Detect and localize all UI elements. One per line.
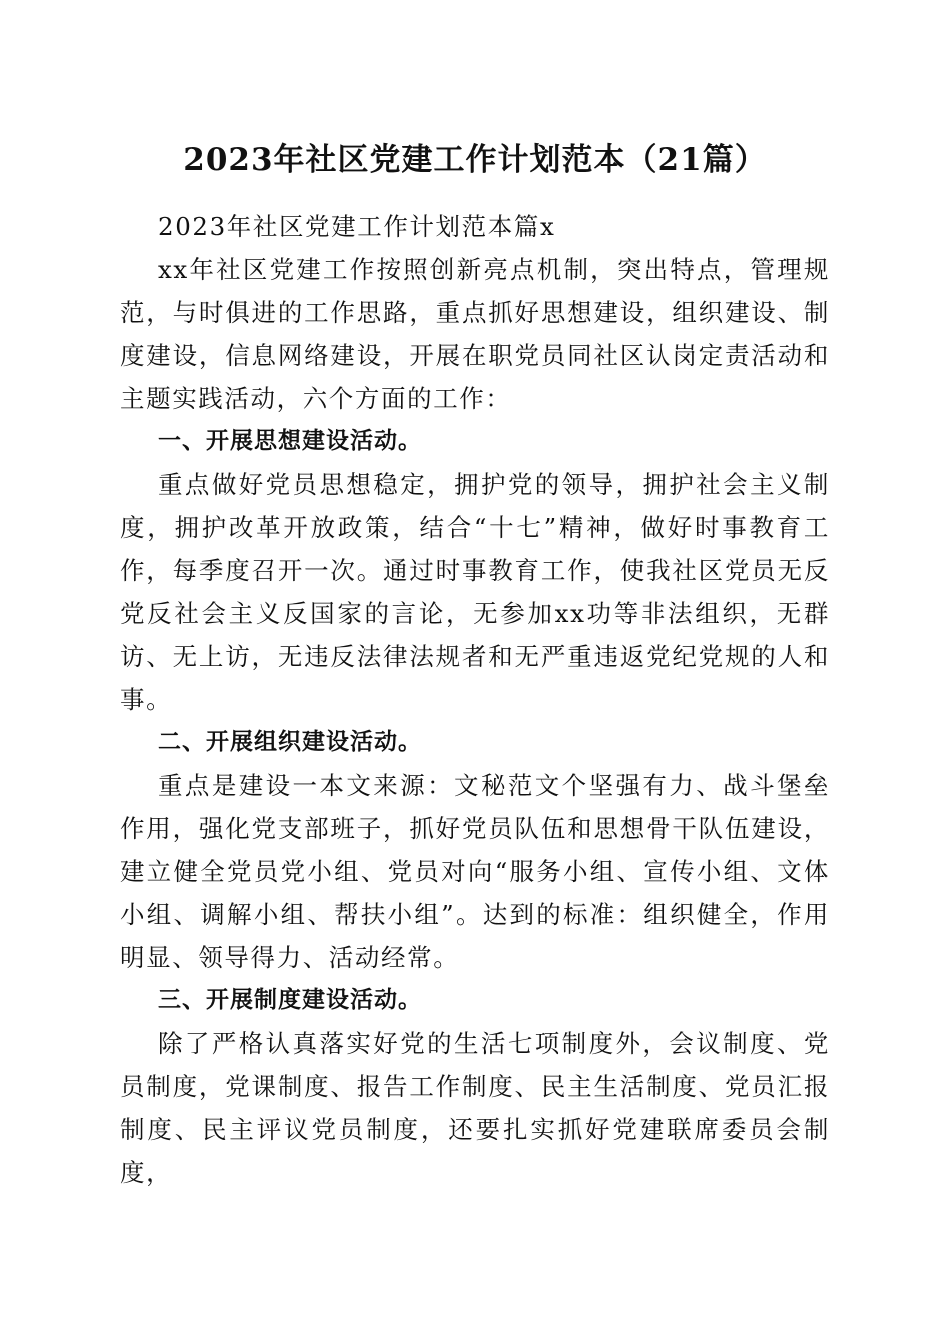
section-body-2: 重点是建设一本文来源：文秘范文个坚强有力、战斗堡垒作用，强化党支部班子，抓好党员队伍和思想骨干队伍建设，建立健全党员党小组、党员对向“服务小组、宣传小组、文体小组、调解小组、帮扶小组”。达到的标准：组织健全，作用明显、领导得力、活动经常。 — [120, 771, 830, 972]
section-heading-2: 二、开展组织建设活动。 — [158, 729, 422, 755]
intro-paragraph: xx年社区党建工作按照创新亮点机制，突出特点，管理规范，与时俱进的工作思路，重点抓好思想建设，组织建设、制度建设，信息网络建设，开展在职党员同社区认岗定责活动和主题实践活动，六个方面的工作： — [120, 255, 830, 413]
subtitle-paragraph: 2023年社区党建工作计划范本篇x — [158, 212, 556, 241]
section-body-3: 除了严格认真落实好党的生活七项制度外，会议制度、党员制度，党课制度、报告工作制度、民主生活制度、党员汇报制度、民主评议党员制度，还要扎实抓好党建联席委员会制度， — [120, 1029, 830, 1187]
section-body-1: 重点做好党员思想稳定，拥护党的领导，拥护社会主义制度，拥护改革开放政策，结合“十七”精神，做好时事教育工作，每季度召开一次。通过时事教育工作，使我社区党员无反党反社会主义反国家的言论，无参加xx功等非法组织，无群访、无上访，无违反法律法规者和无严重违返党纪党规的人和事。 — [120, 470, 830, 714]
document-title: 2023年社区党建工作计划范本（21篇） — [183, 142, 767, 178]
document-body — [120, 205, 830, 1194]
section-heading-3: 三、开展制度建设活动。 — [158, 987, 422, 1013]
section-heading-1: 一、开展思想建设活动。 — [158, 428, 422, 454]
